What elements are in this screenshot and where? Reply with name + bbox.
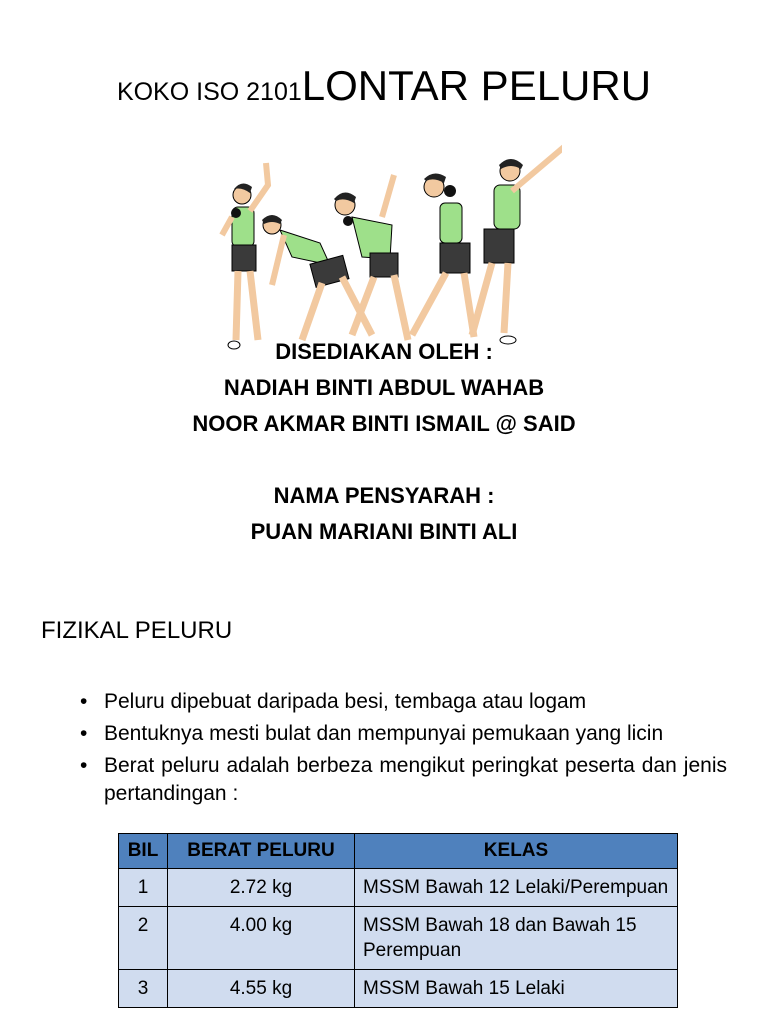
title-main: LONTAR PELURU <box>301 62 652 109</box>
shot-put-illustration <box>212 125 562 360</box>
prepared-by-label: DISEDIAKAN OLEH : <box>275 339 493 364</box>
lecturer-name: PUAN MARIANI BINTI ALI <box>250 519 518 544</box>
title-prefix: KOKO ISO 2101 <box>116 78 302 106</box>
cell-berat: 2.72 kg <box>168 869 355 907</box>
athlete-figure-3 <box>334 175 408 340</box>
header-kelas: KELAS <box>355 834 678 869</box>
table-row <box>119 970 678 1008</box>
bullet-item: • Peluru dipebuat daripada besi, tembaga atau logam <box>76 688 727 716</box>
author-name-1: NADIAH BINTI ABDUL WAHAB <box>223 375 545 400</box>
cell-bil: 1 <box>119 869 168 907</box>
bullet-item: • Berat peluru adalah berbeza mengikut peringkat peserta dan jenis pertandingan : <box>76 752 727 808</box>
page-title <box>0 62 768 110</box>
prepared-by-block <box>0 334 768 442</box>
bullet-item: • Bentuknya mesti bulat dan mempunyai pemukaan yang licin <box>76 720 727 748</box>
cell-kelas: MSSM Bawah 12 Lelaki/Perempuan <box>355 869 678 907</box>
cell-bil: 2 <box>119 907 168 970</box>
table-row <box>119 869 678 907</box>
bullet-list <box>76 688 727 812</box>
athlete-figure-1 <box>222 163 268 349</box>
athlete-figure-5 <box>472 128 562 344</box>
author-name-2: NOOR AKMAR BINTI ISMAIL @ SAID <box>192 411 576 436</box>
header-berat: BERAT PELURU <box>168 834 355 869</box>
lecturer-block <box>0 478 768 550</box>
weight-table <box>118 833 678 1008</box>
cell-bil: 3 <box>119 970 168 1008</box>
cell-kelas: MSSM Bawah 15 Lelaki <box>355 970 678 1008</box>
lecturer-label: NAMA PENSYARAH : <box>273 483 495 508</box>
header-bil: BIL <box>119 834 168 869</box>
table-row <box>119 907 678 970</box>
cell-berat: 4.00 kg <box>168 907 355 970</box>
section-heading: FIZIKAL PELURU <box>41 617 233 644</box>
cell-berat: 4.55 kg <box>168 970 355 1008</box>
cell-kelas: MSSM Bawah 18 dan Bawah 15 Perempuan <box>355 907 678 970</box>
table-header-row <box>119 834 678 869</box>
athlete-figure-4 <box>412 173 474 337</box>
